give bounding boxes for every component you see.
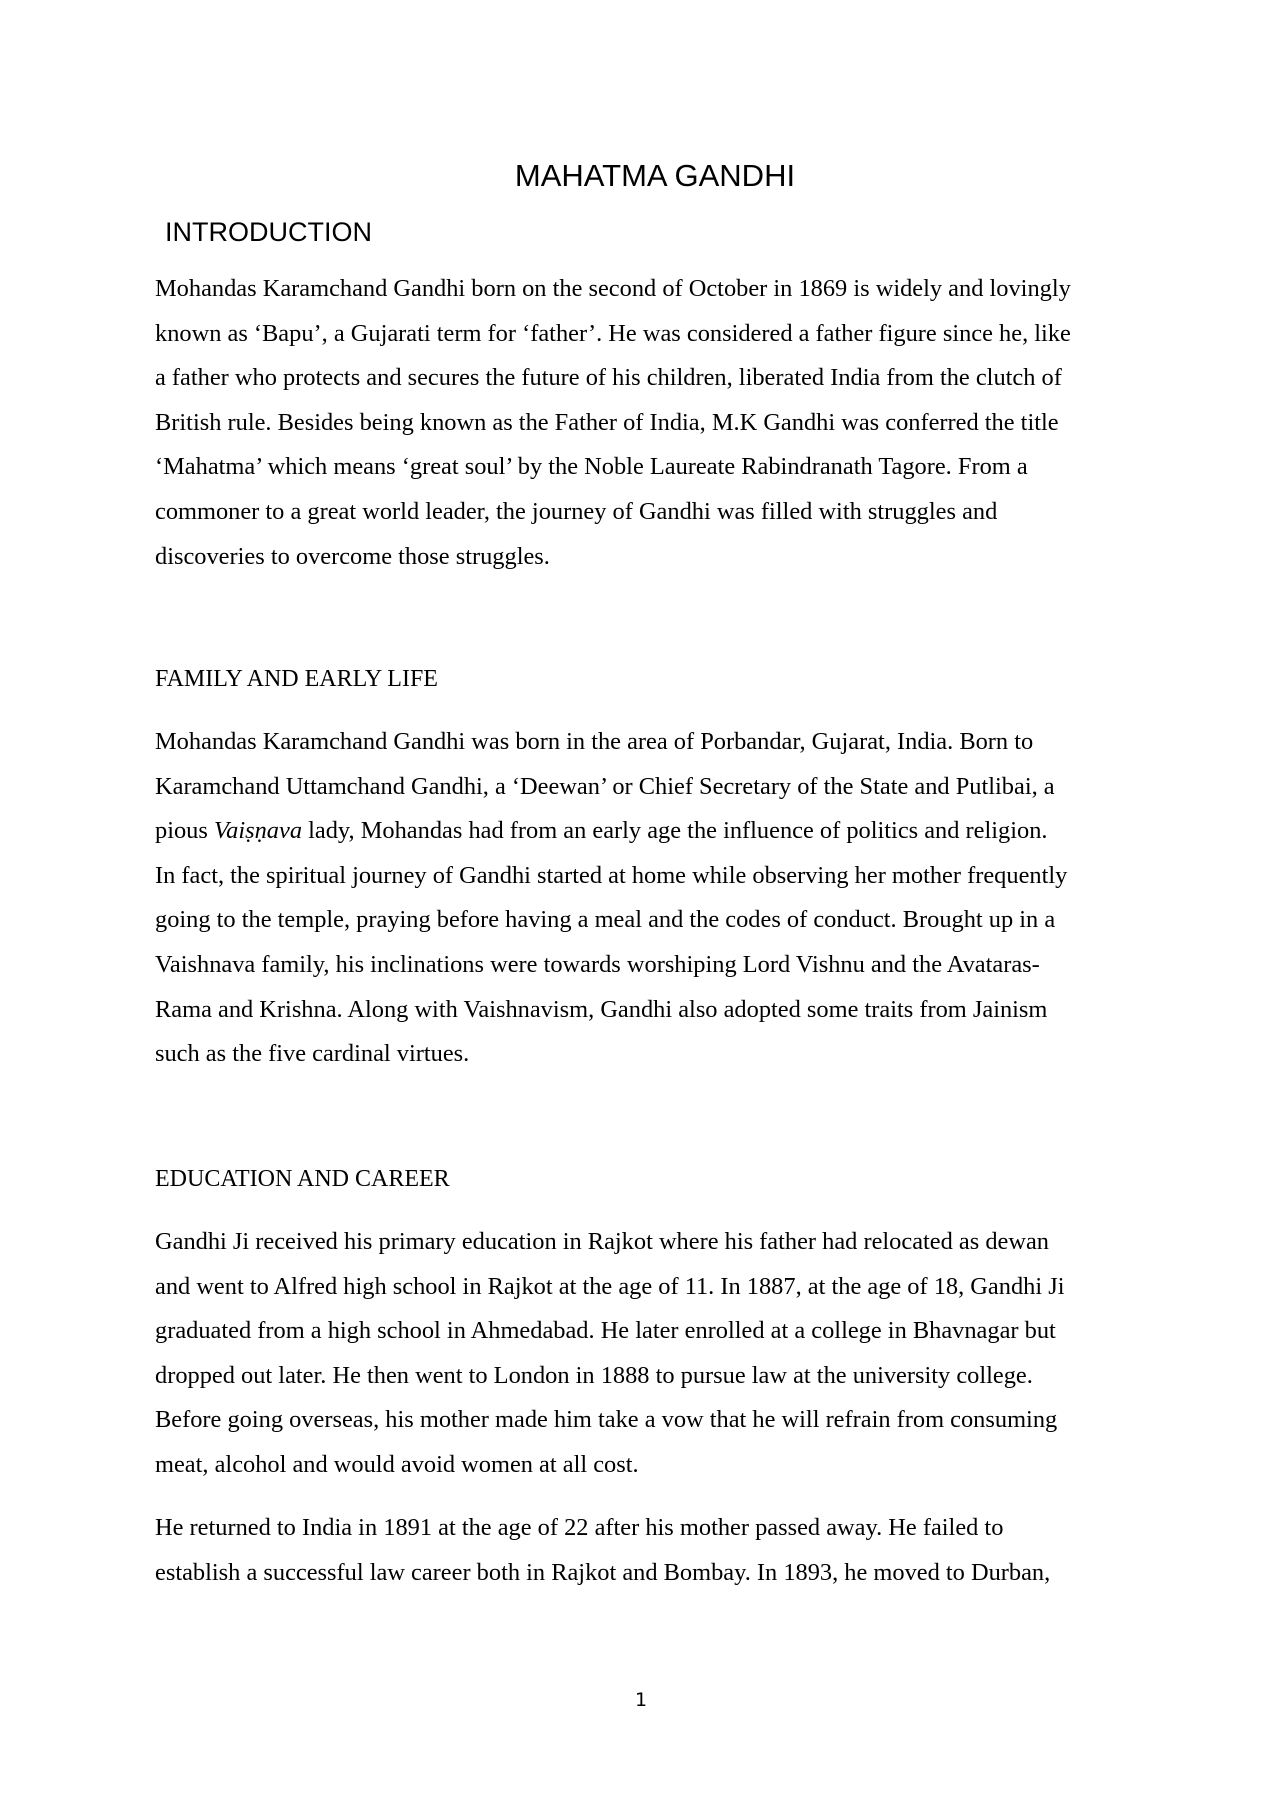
paragraph-line: British rule. Besides being known as the Father of India, M.K Gandhi was conferred the title [155, 408, 1059, 436]
paragraph-line: Mohandas Karamchand Gandhi born on the second of October in 1869 is widely and lovingly [155, 275, 1071, 302]
family-paragraph [155, 720, 1140, 1077]
paragraph-line: dropped out later. He then went to London in 1888 to pursue law at the university college. [155, 1361, 1033, 1389]
document-title: MAHATMA GANDHI [514, 158, 796, 193]
paragraph-line: In fact, the spiritual journey of Gandhi started at home while observing her mother frequently [155, 861, 1068, 889]
text-run: lady, Mohandas had from an early age the influence of politics and religion. [302, 817, 1048, 845]
paragraph-line: meat, alcohol and would avoid women at all cost. [155, 1450, 639, 1478]
education-paragraph-2 [155, 1506, 1140, 1595]
paragraph-line: Before going overseas, his mother made him take a vow that he will refrain from consuming [155, 1406, 1058, 1434]
paragraph-line: Gandhi Ji received his primary education in Rajkot where his father had relocated as dewan [155, 1228, 1049, 1255]
education-paragraph-1 [155, 1220, 1140, 1488]
paragraph-line: and went to Alfred high school in Rajkot at the age of 11. In 1887, at the age of 18, Gandhi Ji [155, 1272, 1065, 1300]
paragraph-line: going to the temple, praying before having a meal and the codes of conduct. Brought up in a [155, 906, 1056, 934]
introduction-paragraph [155, 267, 1140, 579]
paragraph-line: Vaishnava family, his inclinations were towards worshiping Lord Vishnu and the Avataras- [155, 950, 1040, 978]
paragraph-line: Rama and Krishna. Along with Vaishnavism, Gandhi also adopted some traits from Jainism [155, 995, 1048, 1023]
paragraph-line [155, 809, 1140, 854]
paragraph-line: such as the five cardinal virtues. [155, 1040, 470, 1068]
paragraph-line: known as ‘Bapu’, a Gujarati term for ‘father’. He was considered a father figure since he, like [155, 319, 1071, 347]
introduction-heading: INTRODUCTION [165, 217, 372, 247]
paragraph-line: Mohandas Karamchand Gandhi was born in the area of Porbandar, Gujarat, India. Born to [155, 728, 1034, 755]
paragraph-line: He returned to India in 1891 at the age of 22 after his mother passed away. He failed to [155, 1514, 1004, 1541]
paragraph-line: Karamchand Uttamchand Gandhi, a ‘Deewan’ or Chief Secretary of the State and Putlibai, a [155, 772, 1055, 800]
paragraph-line: ‘Mahatma’ which means ‘great soul’ by the Noble Laureate Rabindranath Tagore. From a [155, 453, 1028, 481]
paragraph-line: establish a successful law career both in Rajkot and Bombay. In 1893, he moved to Durban, [155, 1558, 1051, 1586]
paragraph-line: commoner to a great world leader, the journey of Gandhi was filled with struggles and [155, 497, 998, 525]
paragraph-line: a father who protects and secures the future of his children, liberated India from the clutch of [155, 364, 1062, 392]
text-run: pious [155, 817, 214, 845]
page-number: 1 [634, 1689, 648, 1711]
paragraph-line: graduated from a high school in Ahmedabad. He later enrolled at a college in Bhavnagar but [155, 1317, 1056, 1345]
family-heading: FAMILY AND EARLY LIFE [155, 666, 438, 692]
paragraph-line: discoveries to overcome those struggles. [155, 542, 550, 570]
italic-term: Vaiṣṇava [213, 817, 303, 845]
education-heading: EDUCATION AND CAREER [155, 1166, 450, 1192]
